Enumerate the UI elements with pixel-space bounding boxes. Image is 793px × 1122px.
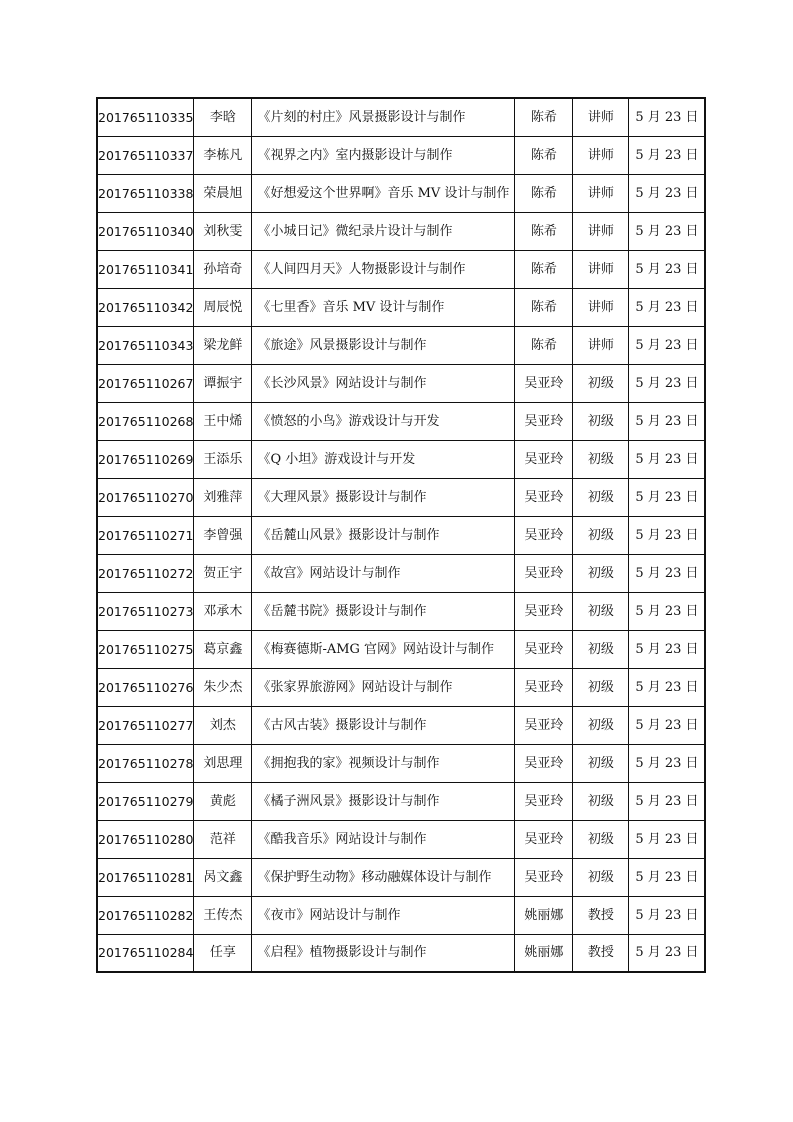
- table-row: [97, 744, 705, 782]
- student-name-cell: 李曾强: [194, 516, 252, 554]
- student-name-cell: 刘雅萍: [194, 478, 252, 516]
- advisor-cell: 吴亚玲: [515, 630, 573, 668]
- table-row: [97, 212, 705, 250]
- table-row: [97, 402, 705, 440]
- project-title-cell: 《橘子洲风景》摄影设计与制作: [252, 782, 515, 820]
- table-row: [97, 554, 705, 592]
- advisor-cell: 吴亚玲: [515, 668, 573, 706]
- student-id-cell: 201765110280: [97, 820, 194, 858]
- student-id-cell: 201765110276: [97, 668, 194, 706]
- student-name-cell: 刘思理: [194, 744, 252, 782]
- project-title-cell: 《小城日记》微纪录片设计与制作: [252, 212, 515, 250]
- advisor-cell: 吴亚玲: [515, 478, 573, 516]
- student-name-cell: 荣晨旭: [194, 174, 252, 212]
- date-cell: 5 月 23 日: [629, 516, 706, 554]
- student-name-cell: 周辰悦: [194, 288, 252, 326]
- date-cell: 5 月 23 日: [629, 212, 706, 250]
- student-id-cell: 201765110279: [97, 782, 194, 820]
- student-name-cell: 范祥: [194, 820, 252, 858]
- advisor-rank-cell: 初级: [573, 820, 629, 858]
- table-row: [97, 98, 705, 136]
- student-id-cell: 201765110338: [97, 174, 194, 212]
- project-title-cell: 《Q 小坦》游戏设计与开发: [252, 440, 515, 478]
- student-id-cell: 201765110267: [97, 364, 194, 402]
- project-title-cell: 《梅赛德斯-AMG 官网》网站设计与制作: [252, 630, 515, 668]
- advisor-cell: 姚丽娜: [515, 896, 573, 934]
- advisor-rank-cell: 初级: [573, 782, 629, 820]
- table-row: [97, 592, 705, 630]
- advisor-cell: 吴亚玲: [515, 744, 573, 782]
- student-name-cell: 谭振宇: [194, 364, 252, 402]
- table-row: [97, 934, 705, 972]
- date-cell: 5 月 23 日: [629, 782, 706, 820]
- project-title-cell: 《岳麓书院》摄影设计与制作: [252, 592, 515, 630]
- table-row: [97, 706, 705, 744]
- student-name-cell: 任享: [194, 934, 252, 972]
- advisor-rank-cell: 初级: [573, 858, 629, 896]
- table-row: [97, 250, 705, 288]
- project-title-cell: 《好想爱这个世界啊》音乐 MV 设计与制作: [252, 174, 515, 212]
- table-row: [97, 896, 705, 934]
- student-id-cell: 201765110277: [97, 706, 194, 744]
- advisor-rank-cell: 初级: [573, 744, 629, 782]
- project-title-cell: 《启程》植物摄影设计与制作: [252, 934, 515, 972]
- advisor-cell: 姚丽娜: [515, 934, 573, 972]
- document-page: [96, 97, 706, 973]
- project-title-cell: 《七里香》音乐 MV 设计与制作: [252, 288, 515, 326]
- advisor-cell: 吴亚玲: [515, 782, 573, 820]
- date-cell: 5 月 23 日: [629, 668, 706, 706]
- student-name-cell: 邓承木: [194, 592, 252, 630]
- project-title-cell: 《视界之内》室内摄影设计与制作: [252, 136, 515, 174]
- date-cell: 5 月 23 日: [629, 402, 706, 440]
- student-name-cell: 朱少杰: [194, 668, 252, 706]
- student-name-cell: 孙培奇: [194, 250, 252, 288]
- date-cell: 5 月 23 日: [629, 554, 706, 592]
- project-title-cell: 《拥抱我的家》视频设计与制作: [252, 744, 515, 782]
- table-row: [97, 136, 705, 174]
- advisor-rank-cell: 初级: [573, 402, 629, 440]
- advisor-cell: 吴亚玲: [515, 402, 573, 440]
- thesis-schedule-table: [96, 97, 706, 973]
- project-title-cell: 《保护野生动物》移动融媒体设计与制作: [252, 858, 515, 896]
- date-cell: 5 月 23 日: [629, 934, 706, 972]
- project-title-cell: 《长沙风景》网站设计与制作: [252, 364, 515, 402]
- student-name-cell: 李栋凡: [194, 136, 252, 174]
- advisor-rank-cell: 讲师: [573, 326, 629, 364]
- student-id-cell: 201765110275: [97, 630, 194, 668]
- student-id-cell: 201765110343: [97, 326, 194, 364]
- student-id-cell: 201765110341: [97, 250, 194, 288]
- student-name-cell: 李晗: [194, 98, 252, 136]
- date-cell: 5 月 23 日: [629, 896, 706, 934]
- project-title-cell: 《故宫》网站设计与制作: [252, 554, 515, 592]
- advisor-rank-cell: 讲师: [573, 136, 629, 174]
- advisor-rank-cell: 教授: [573, 896, 629, 934]
- table-row: [97, 858, 705, 896]
- table-row: [97, 782, 705, 820]
- advisor-rank-cell: 初级: [573, 706, 629, 744]
- advisor-cell: 陈希: [515, 326, 573, 364]
- student-id-cell: 201765110342: [97, 288, 194, 326]
- advisor-cell: 陈希: [515, 288, 573, 326]
- student-name-cell: 王添乐: [194, 440, 252, 478]
- student-id-cell: 201765110282: [97, 896, 194, 934]
- date-cell: 5 月 23 日: [629, 440, 706, 478]
- advisor-cell: 吴亚玲: [515, 858, 573, 896]
- table-row: [97, 174, 705, 212]
- advisor-rank-cell: 讲师: [573, 212, 629, 250]
- advisor-rank-cell: 讲师: [573, 250, 629, 288]
- student-name-cell: 葛京鑫: [194, 630, 252, 668]
- student-name-cell: 刘杰: [194, 706, 252, 744]
- project-title-cell: 《愤怒的小鸟》游戏设计与开发: [252, 402, 515, 440]
- date-cell: 5 月 23 日: [629, 98, 706, 136]
- student-name-cell: 呙文鑫: [194, 858, 252, 896]
- date-cell: 5 月 23 日: [629, 592, 706, 630]
- table-row: [97, 820, 705, 858]
- student-id-cell: 201765110271: [97, 516, 194, 554]
- table-row: [97, 288, 705, 326]
- table-row: [97, 364, 705, 402]
- student-name-cell: 梁龙鲜: [194, 326, 252, 364]
- student-id-cell: 201765110340: [97, 212, 194, 250]
- advisor-rank-cell: 讲师: [573, 288, 629, 326]
- date-cell: 5 月 23 日: [629, 744, 706, 782]
- student-name-cell: 刘秋雯: [194, 212, 252, 250]
- date-cell: 5 月 23 日: [629, 288, 706, 326]
- date-cell: 5 月 23 日: [629, 326, 706, 364]
- student-id-cell: 201765110337: [97, 136, 194, 174]
- date-cell: 5 月 23 日: [629, 820, 706, 858]
- table-row: [97, 326, 705, 364]
- project-title-cell: 《岳麓山风景》摄影设计与制作: [252, 516, 515, 554]
- advisor-cell: 陈希: [515, 250, 573, 288]
- student-id-cell: 201765110270: [97, 478, 194, 516]
- project-title-cell: 《人间四月天》人物摄影设计与制作: [252, 250, 515, 288]
- advisor-cell: 吴亚玲: [515, 516, 573, 554]
- date-cell: 5 月 23 日: [629, 478, 706, 516]
- project-title-cell: 《旅途》风景摄影设计与制作: [252, 326, 515, 364]
- student-id-cell: 201765110273: [97, 592, 194, 630]
- advisor-rank-cell: 初级: [573, 478, 629, 516]
- advisor-rank-cell: 讲师: [573, 98, 629, 136]
- advisor-rank-cell: 初级: [573, 668, 629, 706]
- advisor-rank-cell: 初级: [573, 630, 629, 668]
- date-cell: 5 月 23 日: [629, 364, 706, 402]
- student-id-cell: 201765110281: [97, 858, 194, 896]
- advisor-cell: 吴亚玲: [515, 440, 573, 478]
- advisor-rank-cell: 初级: [573, 440, 629, 478]
- advisor-rank-cell: 初级: [573, 554, 629, 592]
- date-cell: 5 月 23 日: [629, 250, 706, 288]
- project-title-cell: 《张家界旅游网》网站设计与制作: [252, 668, 515, 706]
- advisor-rank-cell: 初级: [573, 364, 629, 402]
- advisor-cell: 陈希: [515, 136, 573, 174]
- advisor-rank-cell: 教授: [573, 934, 629, 972]
- date-cell: 5 月 23 日: [629, 706, 706, 744]
- date-cell: 5 月 23 日: [629, 136, 706, 174]
- student-name-cell: 黄彪: [194, 782, 252, 820]
- date-cell: 5 月 23 日: [629, 858, 706, 896]
- table-body: [97, 98, 705, 972]
- student-name-cell: 王传杰: [194, 896, 252, 934]
- advisor-cell: 吴亚玲: [515, 592, 573, 630]
- date-cell: 5 月 23 日: [629, 630, 706, 668]
- advisor-cell: 陈希: [515, 98, 573, 136]
- student-name-cell: 王中烯: [194, 402, 252, 440]
- advisor-cell: 吴亚玲: [515, 554, 573, 592]
- student-id-cell: 201765110335: [97, 98, 194, 136]
- table-row: [97, 668, 705, 706]
- table-row: [97, 516, 705, 554]
- advisor-cell: 吴亚玲: [515, 364, 573, 402]
- project-title-cell: 《夜市》网站设计与制作: [252, 896, 515, 934]
- advisor-rank-cell: 初级: [573, 592, 629, 630]
- advisor-cell: 吴亚玲: [515, 820, 573, 858]
- table-row: [97, 440, 705, 478]
- student-id-cell: 201765110269: [97, 440, 194, 478]
- student-name-cell: 贺正宇: [194, 554, 252, 592]
- advisor-rank-cell: 讲师: [573, 174, 629, 212]
- project-title-cell: 《大理风景》摄影设计与制作: [252, 478, 515, 516]
- advisor-cell: 吴亚玲: [515, 706, 573, 744]
- project-title-cell: 《片刻的村庄》风景摄影设计与制作: [252, 98, 515, 136]
- table-row: [97, 478, 705, 516]
- project-title-cell: 《古风古装》摄影设计与制作: [252, 706, 515, 744]
- student-id-cell: 201765110284: [97, 934, 194, 972]
- table-row: [97, 630, 705, 668]
- student-id-cell: 201765110272: [97, 554, 194, 592]
- advisor-cell: 陈希: [515, 174, 573, 212]
- student-id-cell: 201765110268: [97, 402, 194, 440]
- date-cell: 5 月 23 日: [629, 174, 706, 212]
- advisor-cell: 陈希: [515, 212, 573, 250]
- advisor-rank-cell: 初级: [573, 516, 629, 554]
- project-title-cell: 《酷我音乐》网站设计与制作: [252, 820, 515, 858]
- student-id-cell: 201765110278: [97, 744, 194, 782]
